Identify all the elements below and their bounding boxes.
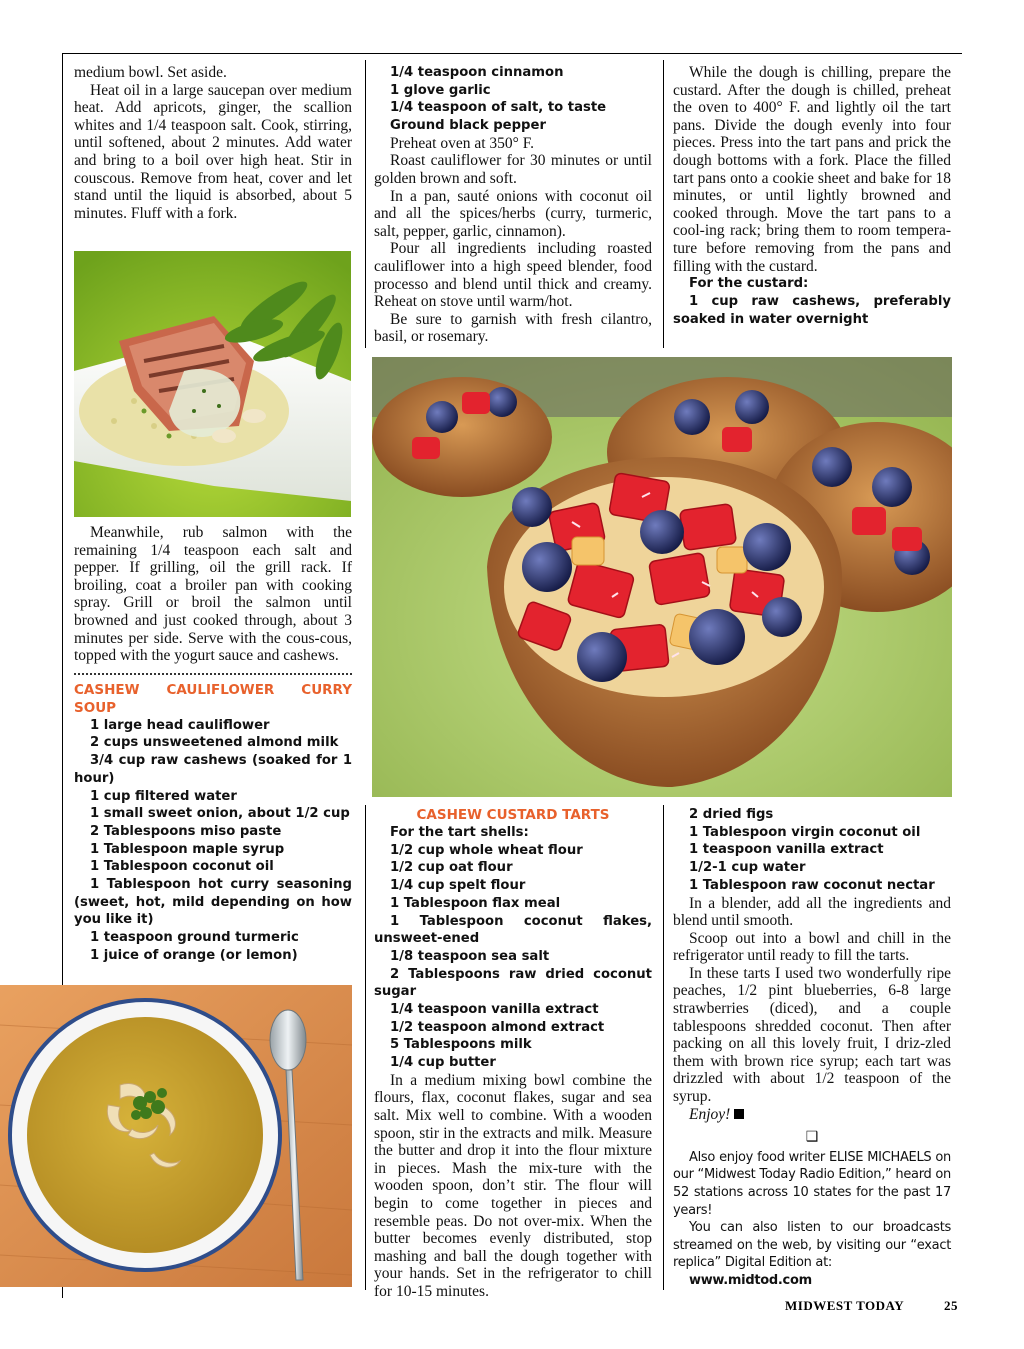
paragraph: Pour all ingredients including roasted cauliflower into a high speed blender, food processo and blend until thick and creamy. Reheat on stove until warm/hot. (374, 240, 652, 311)
ingredient: 1 juice of orange (or lemon) (90, 947, 298, 963)
ingredient: 1/2 cup whole wheat flour (390, 842, 583, 858)
ingredient: Ground black pepper (390, 118, 546, 134)
ingredient: 2 Tablespoons miso paste (90, 823, 282, 839)
ingredient: 1 Tablespoon raw coconut nectar (689, 877, 935, 893)
ingredient: 1/2 cup oat flour (390, 860, 513, 876)
column-3-top (673, 64, 951, 328)
ingredient: 1/4 teaspoon vanilla extract (390, 1002, 599, 1018)
column-divider (365, 805, 366, 1290)
paragraph: Meanwhile, rub salmon with the remaining 1/4 teaspoon each salt and pepper. If grilling, oil the grill rack. If broiling, coat a broiler pan with cooking spray. Grill or broil the salmon until browned and just cooked through, about 3 minutes per side. Serve with the cous-cous, topped with the yogurt sauce and cashews. (74, 524, 352, 665)
page-number: 25 (944, 1298, 958, 1313)
box-icon: ❑ (805, 1130, 819, 1146)
ingredient: 1/4 cup spelt flour (390, 878, 526, 894)
cashew-custard-tarts-photo (372, 357, 952, 797)
ingredient: 1 Tablespoon coconut flakes, unsweet-ened (374, 913, 652, 947)
paragraph: In a pan, sauté onions with coconut oil and all the spices/herbs (curry, turmeric, salt, pepper, garlic, cinnamon). (374, 187, 652, 240)
recipe-title: CASHEW CUSTARD TARTS (416, 807, 610, 823)
ingredient: 5 Tablespoons milk (390, 1037, 532, 1053)
magazine-name: MIDWEST TODAY (785, 1298, 905, 1313)
paragraph: While the dough is chilling, prepare the custard. After the dough is chilled, preheat the oven to 400° F. and lightly oil the tart pans. Divide the dough evenly into four pieces. Press into the tart pans and prick the dough bottoms with a fork. Place the filled tart pans onto a cookie sheet and bake for 18 minutes, or until lightly browned and cooked through. Move the tart pans to a cool-ing rack; bring them to room tempera-ture before removing from the pans and filling with the custard. (673, 64, 951, 275)
paragraph: In a blender, add all the ingredients and blend until smooth. (673, 894, 951, 930)
salmon-couscous-photo (74, 251, 351, 517)
paragraph: Heat oil in a large saucepan over medium heat. Add apricots, ginger, the scallion whites and 1/4 teaspoon salt. Cook, stirring, until softened, about 2 minutes. Add water and bring to a boil over high heat. Stir in couscous. Remove from heat, cover and let stand until the liquid is absorbed, about 5 minutes. Fluff with a fork. (74, 81, 352, 222)
ingredient: 1/2-1 cup water (689, 860, 806, 876)
ingredient: 1/4 teaspoon of salt, to taste (390, 100, 607, 116)
paragraph: In these tarts I used two wonderfully ripe peaches, 1/2 pint blueberries, 6-8 large strawberries (diced), and a couple tablespoons shredded coconut. Then after packing on all this lovely fruit, I driz-zled them with brown rice syrup; each tart was drizzled with about 1/2 teaspoon of the syrup. (673, 964, 951, 1106)
ingredient: 1/4 cup butter (390, 1055, 496, 1071)
ingredient: 1 large head cauliflower (90, 717, 270, 733)
radio-promo (673, 1149, 951, 1290)
ingredient: 1 cup raw cashews, preferably soaked in water overnight (673, 293, 951, 327)
column-divider (365, 60, 366, 348)
ingredient: 2 dried figs (689, 807, 774, 822)
ingredient: 1 Tablespoon virgin coconut oil (689, 824, 921, 840)
ingredient: 2 Tablespoons raw dried coconut sugar (374, 966, 652, 1000)
sub-heading: For the custard: (689, 276, 809, 292)
ingredient: 1 teaspoon ground turmeric (90, 930, 299, 946)
column-divider (663, 60, 664, 348)
column-3-bottom (673, 806, 951, 1290)
paragraph: Scoop out into a bowl and chill in the refrigerator until ready to fill the tarts. (673, 929, 951, 965)
paragraph: Be sure to garnish with fresh cilantro, basil, or rosemary. (374, 310, 652, 346)
ingredient: 1 Tablespoon coconut oil (90, 859, 274, 875)
dotted-divider (74, 673, 352, 675)
column-1-lower (74, 524, 352, 965)
ingredient: 1 glove garlic (390, 82, 491, 98)
column-1-top (74, 64, 352, 222)
paragraph: medium bowl. Set aside. (74, 64, 227, 81)
ingredient: 1 Tablespoon flax meal (390, 895, 561, 911)
sub-heading: For the tart shells: (390, 825, 529, 840)
ingredient: 1 teaspoon vanilla extract (689, 842, 884, 858)
website-link[interactable]: www.midtod.com (689, 1272, 812, 1288)
paragraph: Preheat oven at 350° F. (390, 134, 534, 152)
end-mark-icon (734, 1109, 744, 1119)
paragraph: In a medium mixing bowl combine the flours, flax, coconut flakes, sugar and sea salt. Mix well to combine. With a wooden spoon, stir in the extracts and milk. Measure the butter and drop it into the flour mixture in pieces. Mash the mix-ture with the wooden spoon, don’t stir. The flour will begin to come together in pieces and resemble peas. Do not over-mix. When the butter becomes evenly distributed, stop mashing and ball the dough together with your hands. Set in the refrigerator to chill for 10-15 minutes. (374, 1071, 652, 1300)
ingredient: 1/8 teaspoon sea salt (390, 948, 550, 964)
ingredient: 3/4 cup raw cashews (soaked for 1 hour) (74, 753, 352, 786)
column-2-top (374, 64, 652, 346)
enjoy-line (673, 1106, 951, 1124)
enjoy-text: Enjoy! (689, 1105, 731, 1123)
ingredient: 1/4 teaspoon cinnamon (390, 65, 564, 80)
soup-bowl-photo (0, 985, 352, 1287)
paragraph: Roast cauliflower for 30 minutes or until golden brown and soft. (374, 152, 652, 187)
paragraph: Also enjoy food writer ELISE MICHAELS on our “Midwest Today Radio Edition,” heard on 52 stations across 10 states for the past 17 years! (673, 1149, 951, 1218)
recipe-title: CASHEW CAULIFLOWER CURRY SOUP (74, 681, 352, 716)
column-divider (663, 805, 664, 1290)
ingredient: 2 cups unsweetened almond milk (90, 735, 339, 751)
top-rule (62, 53, 962, 54)
paragraph: You can also listen to our broadcasts streamed on the web, by visiting our “exact replica” Digital Edition at: (673, 1220, 951, 1271)
ingredient: 1 Tablespoon maple syrup (90, 841, 285, 857)
ingredient: 1/2 teaspoon almond extract (390, 1019, 605, 1035)
column-2-bottom (374, 806, 652, 1301)
ingredient: 1 cup filtered water (90, 788, 237, 804)
ingredient: 1 small sweet onion, about 1/2 cup (90, 806, 350, 822)
ingredient: 1 Tablespoon hot curry seasoning (sweet, hot, mild depending on how you like it) (74, 877, 352, 928)
